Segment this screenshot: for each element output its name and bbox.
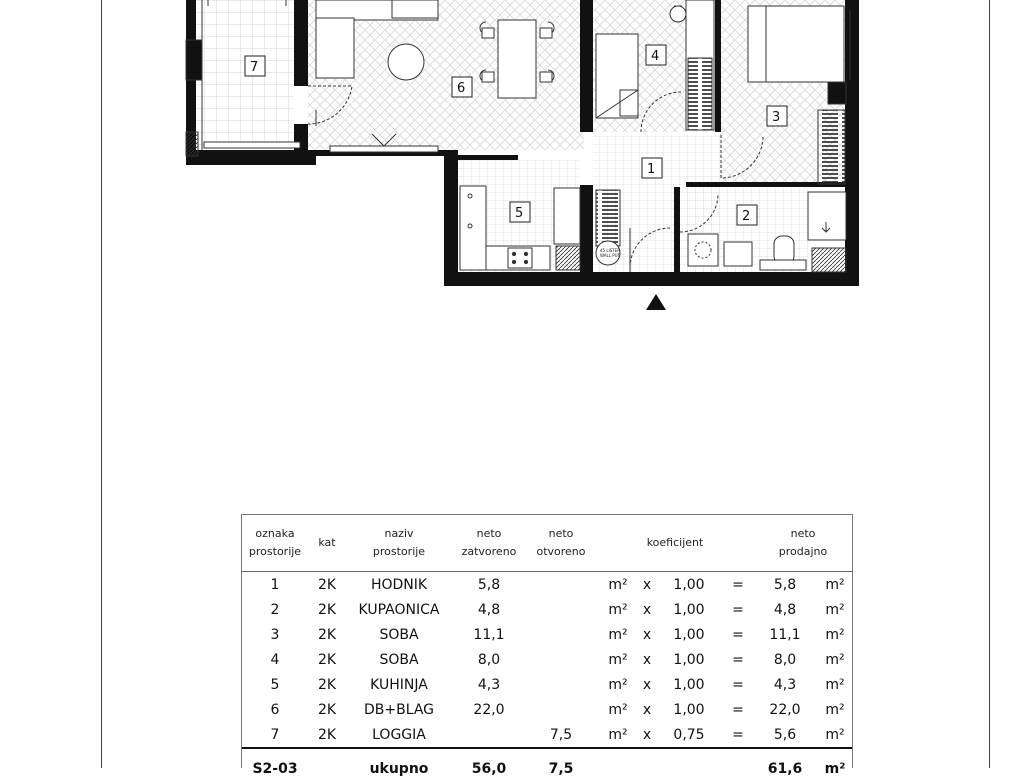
cell-net: 4,8: [773, 601, 797, 618]
cell-coef: 1,00: [673, 676, 705, 693]
cell-net: 11,1: [769, 626, 801, 643]
table-row: [241, 572, 853, 598]
fridge: [554, 188, 580, 244]
col-header-kat: kat: [318, 536, 336, 549]
table-header-row: [241, 515, 853, 572]
cell-eq: =: [732, 626, 744, 643]
cell-net: 5,6: [773, 726, 797, 743]
cell-floor: 2K: [317, 601, 337, 618]
cell-net: 5,8: [773, 576, 797, 593]
cell-number: 3: [270, 626, 280, 643]
room-area-table: [241, 514, 853, 777]
washing-machine: [808, 192, 846, 240]
cell-times: x: [642, 676, 652, 693]
cell-unit: m²: [608, 601, 628, 618]
table-row: [241, 697, 853, 722]
area-table: [241, 514, 853, 777]
cell-net-unit: m²: [825, 601, 845, 618]
total-unit-id: S2-03: [252, 761, 298, 777]
table-row: [241, 672, 853, 697]
cell-unit: m²: [608, 676, 628, 693]
cell-net-unit: m²: [825, 726, 845, 743]
cell-eq: =: [732, 651, 744, 668]
cell-net: 8,0: [773, 651, 797, 668]
cell-net-unit: m²: [825, 651, 845, 668]
cell-open: [525, 597, 597, 622]
cell-times: x: [642, 601, 652, 618]
cell-closed: 22,0: [473, 701, 505, 718]
cell-net: 4,3: [773, 676, 797, 693]
cell-name: KUHINJA: [370, 676, 428, 693]
cell-times: x: [642, 626, 652, 643]
cell-floor: 2K: [317, 726, 337, 743]
table-row: [241, 647, 853, 672]
total-label: ukupno: [369, 761, 429, 777]
dining-table: [498, 20, 536, 98]
cell-number: 4: [270, 651, 280, 668]
shoe-cabinet: [596, 190, 620, 246]
cell-coef: 1,00: [673, 626, 705, 643]
cell-times: x: [642, 701, 652, 718]
cell-coef: 1,00: [673, 651, 705, 668]
cell-coef: 1,00: [673, 576, 705, 593]
room-label-1: 1: [647, 162, 656, 177]
cell-floor: 2K: [317, 676, 337, 693]
col-header-koeficijent: koeficijent: [646, 536, 704, 549]
cell-open: [525, 697, 597, 722]
cell-net-unit: m²: [825, 626, 845, 643]
cell-unit: m²: [608, 651, 628, 668]
cell-eq: =: [732, 726, 744, 743]
cell-number: 5: [270, 676, 280, 693]
wardrobe-4: [688, 58, 712, 130]
cell-net-unit: m²: [825, 576, 845, 593]
cell-closed: 11,1: [473, 626, 505, 643]
room-label-4: 4: [651, 49, 660, 64]
total-net-unit: m²: [824, 761, 846, 777]
cell-open: [525, 622, 597, 647]
entrance-arrow-icon: [646, 294, 666, 310]
room-label-6: 6: [457, 81, 466, 96]
kitchen-counter: [460, 186, 486, 270]
cell-unit: m²: [608, 726, 628, 743]
cell-name: DB+BLAG: [363, 701, 435, 718]
cell-net: 22,0: [769, 701, 801, 718]
total-row: [241, 748, 853, 777]
cell-coef: 0,75: [673, 726, 705, 743]
col-header-neto-otvoreno: neto otvoreno: [536, 527, 586, 558]
cell-open: [525, 647, 597, 672]
table-row: [241, 622, 853, 647]
cell-closed: 5,8: [477, 576, 501, 593]
cell-name: KUPAONICA: [358, 601, 440, 618]
cell-eq: =: [732, 676, 744, 693]
cell-eq: =: [732, 576, 744, 593]
cell-net-unit: m²: [825, 701, 845, 718]
cell-number: 2: [270, 601, 280, 618]
cell-closed: 8,0: [477, 651, 501, 668]
cell-eq: =: [732, 601, 744, 618]
table-row: [241, 597, 853, 622]
room-label-5: 5: [515, 206, 524, 221]
room-label-3: 3: [772, 110, 781, 125]
room-rows: [241, 572, 853, 749]
cell-name: SOBA: [379, 651, 419, 668]
cell-open: 7,5: [549, 726, 573, 743]
cell-name: SOBA: [379, 626, 419, 643]
cell-coef: 1,00: [673, 701, 705, 718]
coffee-table: [388, 44, 424, 80]
cell-unit: m²: [608, 701, 628, 718]
total-net: 61,6: [767, 761, 803, 777]
cell-unit: m²: [608, 626, 628, 643]
cell-floor: 2K: [317, 651, 337, 668]
cell-closed: 4,3: [477, 676, 501, 693]
cell-unit: m²: [608, 576, 628, 593]
cell-times: x: [642, 726, 652, 743]
cell-eq: =: [732, 701, 744, 718]
cell-net-unit: m²: [825, 676, 845, 693]
cell-closed: 4,8: [477, 601, 501, 618]
table-row: [241, 722, 853, 748]
cell-times: x: [642, 651, 652, 668]
room-label-7: 7: [250, 60, 259, 75]
boiler-label-2: WALL PUT: [600, 253, 620, 258]
col-header-naziv: naziv prostorije: [372, 527, 426, 558]
cell-floor: 2K: [317, 576, 337, 593]
sink: [724, 242, 752, 266]
col-header-oznaka: oznaka prostorije: [248, 527, 302, 558]
cell-open: [525, 672, 597, 697]
col-header-neto-zatvoreno: neto zatvoreno: [461, 527, 517, 558]
stove: [508, 248, 532, 268]
loggia-details: [204, 142, 300, 148]
cell-name: HODNIK: [370, 576, 428, 593]
total-closed: 56,0: [471, 761, 507, 777]
cell-number: 1: [270, 576, 280, 593]
room-label-2: 2: [742, 209, 751, 224]
cell-times: x: [642, 576, 652, 593]
cell-number: 6: [270, 701, 280, 718]
cell-coef: 1,00: [673, 601, 705, 618]
tv-stand: [330, 146, 438, 152]
col-header-neto-prodajno: neto prodajno: [778, 527, 828, 558]
cell-floor: 2K: [317, 626, 337, 643]
cell-open: [525, 572, 597, 598]
total-open: 7,5: [548, 761, 574, 777]
boiler-label-1: 45 LISTER: [600, 248, 621, 253]
cell-name: LOGGIA: [372, 726, 426, 743]
cell-number: 7: [270, 726, 280, 743]
cell-closed: [453, 722, 525, 748]
wardrobe-3: [818, 110, 845, 184]
cell-floor: 2K: [317, 701, 337, 718]
